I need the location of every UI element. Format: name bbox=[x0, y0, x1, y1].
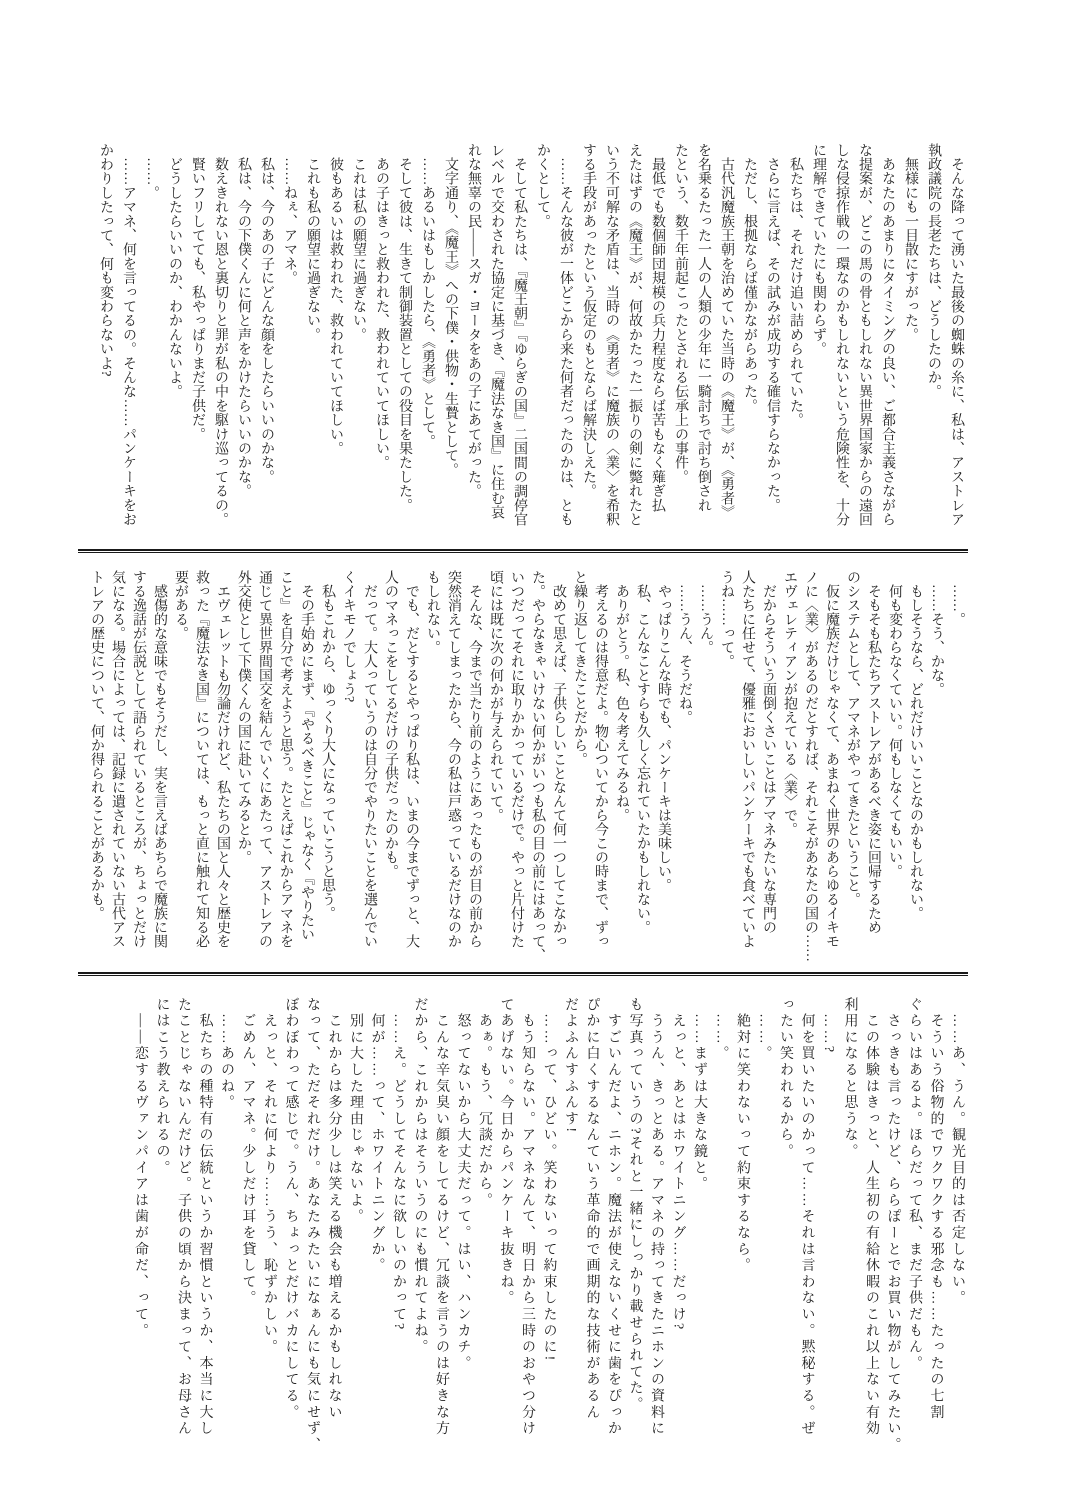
text-line: 無様にも一目散にすがった。 bbox=[903, 143, 918, 342]
text-line: あぁ。もう、冗談だから。 bbox=[477, 997, 492, 1209]
text-line: ぼわぼわって感じで。うん、ちょっとだけバカにしてる。 bbox=[283, 997, 299, 1421]
text-line: もしれない。 bbox=[425, 570, 440, 654]
text-line: そういう俗物的でワクワクする邪念も……たったの七割 bbox=[928, 997, 944, 1421]
text-line: そして私たちは、『魔王朝』『ゆらぎの国』二国間の調停官 bbox=[512, 143, 527, 527]
text-line: なって、ただそれだけ。あなたみたいになぁんにも気にせず、 bbox=[305, 997, 320, 1454]
text-line: さっきも言ったけど、ららぽーとでお買い物がしてみたい。 bbox=[885, 997, 901, 1454]
text-line: に理解できていたにも関わらず。 bbox=[811, 143, 826, 356]
text-line: 救った『魔法なき国』については、もっと直に触れて知る必 bbox=[194, 570, 209, 948]
text-line: 彼もあるいは救われた、救われていてほしい。 bbox=[328, 143, 343, 456]
text-line: ……え。どうしてそんなに欲しいのかって? bbox=[391, 997, 406, 1332]
text-line: 感傷的な意味でもそうだし、実を言えばあちらで魔族に関 bbox=[152, 570, 167, 948]
text-line: ったい笑われるから。 bbox=[778, 997, 793, 1160]
text-line: 外交使として下僕くんの国に赴いてみるとか。 bbox=[236, 570, 251, 864]
text-line: うね……って。 bbox=[719, 570, 734, 668]
text-line: ノに〈業〉があるのだとすれば、それこそがあなたの国の…… bbox=[803, 570, 818, 962]
text-line: いつだってそれに取りかかっているだけで。やっと片付けた bbox=[509, 570, 524, 948]
text-line: くイキモノでしょう? bbox=[341, 570, 356, 703]
scene-1-text-block bbox=[94, 143, 968, 527]
text-line: 突然消えてしまったから、今の私は戸惑っているだけなのか bbox=[446, 570, 461, 948]
text-line: も写真っていうの?それと一緒にしっかり載せられてた。 bbox=[627, 997, 643, 1414]
scene-2-text-block bbox=[86, 570, 968, 962]
scene-separator-rule-2 bbox=[78, 972, 968, 976]
text-line: すごいんだよ、ニホン。魔法が使えないくせに歯をぴっか bbox=[606, 997, 621, 1438]
text-line: レベルで交わされた協定に基づき、『魔法なき国』に住む哀 bbox=[489, 143, 504, 520]
text-line: たという、数千年前起こったとされる伝承上の事件。 bbox=[673, 143, 688, 484]
text-line: トレアの歴史について、何か得られることがあるかも。 bbox=[89, 570, 104, 920]
text-line: と繰り返してきたことだから。 bbox=[572, 570, 587, 766]
text-line: だよふんすふんす! bbox=[563, 997, 578, 1135]
text-line: その手始めにまず、『やるべきこと』じゃなく『やりたい bbox=[299, 570, 314, 941]
text-line: する逸話が伝説として語られているところが、ちょっとだけ bbox=[131, 570, 146, 948]
text-line: 何が……って、ホワイトニングか。 bbox=[369, 997, 385, 1275]
text-line: エヴェレティアンが抱えている〈業〉で。 bbox=[782, 570, 797, 836]
text-line: ……うん。 bbox=[698, 570, 713, 654]
text-line: この体験はきっと、人生初の有給休暇のこれ以上ない有効 bbox=[864, 997, 879, 1438]
text-line: これも私の願望に過ぎない。 bbox=[305, 143, 320, 342]
text-line: 私、こんなことすらも久しく忘れていたかもしれない。 bbox=[635, 570, 650, 934]
text-line: 人たちに任せて、優雅においしいパンケーキでも食べていよ bbox=[740, 570, 755, 948]
text-line: こんな辛気臭い顔をしてるけど、冗談を言うのは好きな方 bbox=[434, 997, 449, 1438]
text-line: そんな、今まで当たり前のようにあったものが目の前から bbox=[467, 570, 482, 948]
text-line: ……あ、うん。観光目的は否定しない。 bbox=[950, 997, 965, 1307]
text-line: そんな降って湧いた最後の蜘蛛の糸に、私は、アストレア bbox=[949, 143, 964, 527]
text-line: 絶対に笑わないって約束するなら。 bbox=[735, 997, 750, 1275]
text-line: これからは多分少しは笑える機会も増えるかもしれない bbox=[326, 997, 342, 1421]
text-line: かわりしたって、何も変わらないよ? bbox=[98, 143, 113, 377]
text-line: ありがとう。私、色々考えてみるね。 bbox=[614, 570, 629, 822]
text-line: 私もこれから、ゆっくり大人になっていこうと思う。 bbox=[320, 570, 335, 920]
text-line: ――恋するヴァンパイアは歯が命だ、って。 bbox=[133, 997, 148, 1340]
text-line: こと』を自分で考えようと思う。たとえばこれからアマネを bbox=[278, 570, 293, 948]
text-line: 人のマネっこをしてるだけの子供だったのかも。 bbox=[383, 570, 398, 878]
text-line: そして彼は、生きて制御装置としての役目を果たした。 bbox=[397, 143, 412, 513]
text-line: 何を買いたいのかって……それは言わない。黙秘する。ぜ bbox=[799, 997, 815, 1438]
text-line: ……。 bbox=[756, 997, 772, 1063]
text-line: そもそも私たちアストレアがあるべき姿に回帰するため bbox=[866, 570, 881, 934]
text-line: 執政議院の長老たちは、どうしたのか。 bbox=[926, 143, 941, 399]
text-line: えたはずの《魔王》が、何故かたった一振りの剣に斃れたと bbox=[627, 143, 642, 527]
scene-separator-rule-1 bbox=[78, 549, 968, 553]
text-line: かくとして。 bbox=[535, 143, 550, 229]
text-line: ……アマネ、何を言ってるの。そんな……パンケーキをお bbox=[121, 143, 136, 527]
text-line: たことじゃないんだけど。子供の頃から決まって、お母さん bbox=[176, 997, 191, 1438]
text-line: ぴかに白くするなんていう革命的で画期的な技術があるん bbox=[584, 997, 600, 1421]
text-line: ……あるいはもしかしたら、《勇者》として。 bbox=[420, 143, 435, 449]
text-line: 怒ってないから大丈夫だって。はい、ハンカチ。 bbox=[455, 997, 471, 1372]
text-line: えっと、それに何より……うう、恥ずかしい。 bbox=[262, 997, 277, 1356]
text-line: する手段があったという仮定のもとならば解決しえた。 bbox=[581, 143, 596, 498]
scene-3-text-block bbox=[130, 997, 969, 1453]
text-line: 仮に魔族だけじゃなくて、あまねく世界のあらゆるイキモ bbox=[824, 570, 839, 948]
text-line: 改めて思えば、子供らしいことなんて何一つしてこなかっ bbox=[551, 570, 566, 948]
text-line: しな侵掠作戦の一環なのかもしれないという危険性を、十分 bbox=[834, 143, 849, 527]
text-line: 私たちは、それだけ追い詰められていた。 bbox=[788, 143, 803, 427]
text-line: ……ねぇ、アマネ。 bbox=[282, 143, 297, 285]
text-line: 要がある。 bbox=[173, 570, 188, 640]
text-line: ……そう、かな。 bbox=[929, 570, 944, 696]
text-line: 古代汎魔族王朝を治めていた当時の《魔王》が、《勇者》 bbox=[719, 143, 734, 520]
text-line: 文字通り、《魔王》への下僕・供物・生贄として。 bbox=[443, 143, 458, 477]
text-line: 私たちの種特有の伝統というか習慣というか、本当に大し bbox=[197, 997, 213, 1438]
text-line: やっぱりこんな時でも、パンケーキは美味しい。 bbox=[656, 570, 671, 892]
text-line: てあげない。今日からパンケーキ抜きね。 bbox=[498, 997, 514, 1307]
text-line: れな無辜の民――スガ・ヨータをあの子にあてがった。 bbox=[466, 143, 481, 498]
text-line: を名乗るたった一人の人類の少年に一騎討ちで討ち倒され bbox=[696, 143, 711, 513]
text-line: ただし、根拠ならば僅かながらあった。 bbox=[742, 143, 757, 413]
text-line: だから、これからはそういうのにも慣れてよね。 bbox=[412, 997, 428, 1356]
text-line: ……。 bbox=[144, 143, 159, 200]
text-line: 考えるのは得意だよ。物心ついてから今この時まで、ずっ bbox=[593, 570, 608, 948]
text-line: ……。 bbox=[713, 997, 729, 1063]
text-line: もしそうなら、どれだけいいことなのかもしれない。 bbox=[908, 570, 923, 920]
text-line: にはこう教えられるの。 bbox=[154, 997, 170, 1177]
text-line: た。やらなきゃいけない何かがいつも私の目の前にはあって、 bbox=[530, 570, 545, 962]
text-line: 数えきれない恩と裏切りと罪が私の中を駆け巡ってるの。 bbox=[213, 143, 228, 527]
text-line: 頃には既に次の何かが与えられていて。 bbox=[488, 570, 503, 822]
text-line: ごめん、アマネ。少しだけ耳を貸して。 bbox=[240, 997, 256, 1307]
text-line: ぐらいはあるよ。ほらだって私、まだ子供だもん。 bbox=[907, 997, 922, 1372]
text-line: もう知らない。アマネなんて、明日から三時のおやつ分け bbox=[520, 997, 535, 1438]
text-line: 私は、今の下僕くんに何と声をかけたらいいのかな。 bbox=[236, 143, 251, 498]
text-line: 賢いフリしてても、私やっぱりまだ子供だ。 bbox=[190, 143, 205, 442]
text-line: 気になる。場合によっては、記録に遺されていない古代アス bbox=[110, 570, 125, 948]
text-line: ……。 bbox=[950, 570, 965, 626]
text-line: 別に大した理由じゃないよ。 bbox=[348, 997, 363, 1226]
text-line: あの子はきっと救われた、救われていてほしい。 bbox=[374, 143, 389, 470]
text-line: ……まずは大きな鏡と。 bbox=[692, 997, 707, 1193]
text-line: 何も変わらなくていい。何もしなくてもいい。 bbox=[887, 570, 902, 878]
text-line: ……? bbox=[821, 997, 836, 1055]
text-line: 通じて異世界間国交を結んでいくにあたって、アストレアの bbox=[257, 570, 272, 948]
text-line: でも、だとするとやっぱり私は、いまの今までずっと、大 bbox=[404, 570, 419, 948]
text-line: だからそういう面倒くさいことはアマネみたいな専門の bbox=[761, 570, 776, 934]
text-line: 私は、今のあの子にどんな顔をしたらいいのかな。 bbox=[259, 143, 274, 484]
text-line: ……って、ひどい。笑わないって約束したのに! bbox=[541, 997, 557, 1363]
text-line: ……うん、そうだね。 bbox=[677, 570, 692, 724]
text-line: えっと、あとはホワイトニング……だっけ? bbox=[670, 997, 686, 1332]
text-line: これは私の願望に過ぎない。 bbox=[351, 143, 366, 342]
text-line: だって。大人っていうのは自分でやりたいことを選んでい bbox=[362, 570, 377, 948]
text-line: 利用になると思うな。 bbox=[842, 997, 858, 1160]
text-line: のシステムとして、アマネがやってきたということ。 bbox=[845, 570, 860, 906]
text-line: な提案が、どこの馬の骨ともしれない異世界国家からの遠回 bbox=[857, 143, 872, 527]
text-line: ううん、きっとある。アマネの持ってきたニホンの資料に bbox=[649, 997, 664, 1438]
text-line: エヴェレットも勿論だけれど、私たちの国と人々と歴史を bbox=[215, 570, 230, 948]
text-line: ……あのね。 bbox=[219, 997, 234, 1112]
text-line: いう不可解な矛盾は、当時の《勇者》に魔族の〈業〉を希釈 bbox=[604, 143, 619, 527]
text-line: ……そんな彼が一体どこから来た何者だったのかは、とも bbox=[558, 143, 573, 527]
text-line: どうしたらいいのか、わかんないよ。 bbox=[167, 143, 182, 399]
text-line: 最低でも数個師団規模の兵力程度ならば苦もなく薙ぎ払 bbox=[650, 143, 665, 513]
text-line: あなたのあまりにタイミングの良い、ご都合主義さながら bbox=[880, 143, 895, 527]
text-line: さらに言えば、その試みが成功する確信すらなかった。 bbox=[765, 143, 780, 513]
